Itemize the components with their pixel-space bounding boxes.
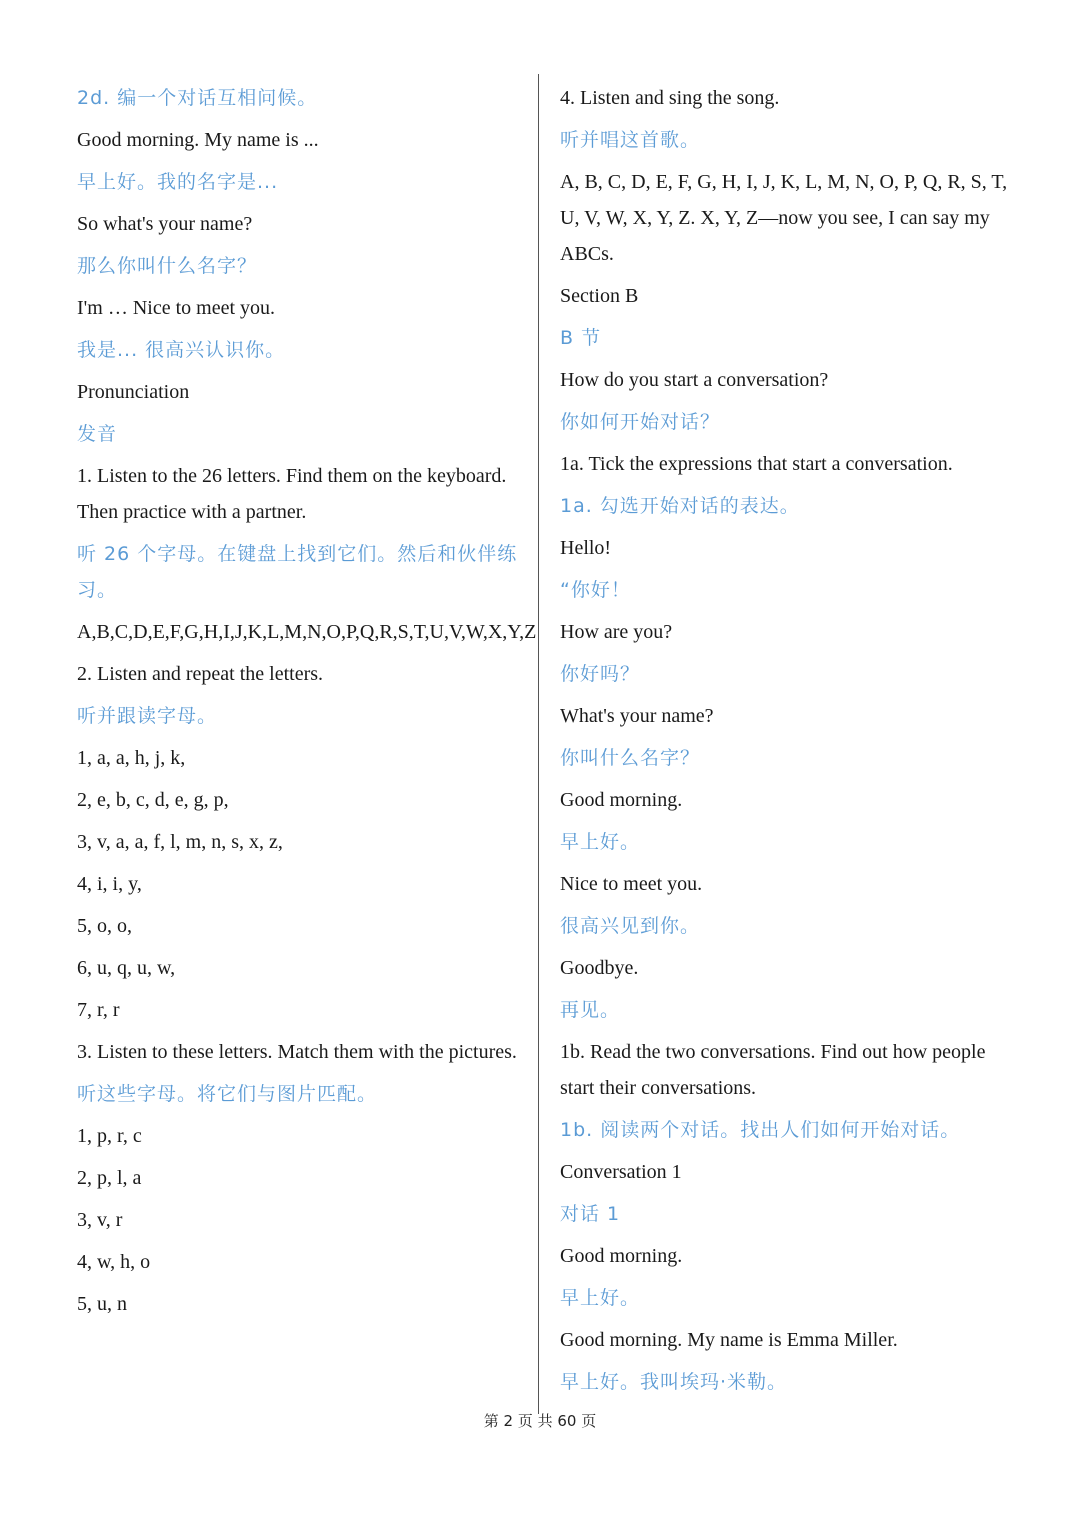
chinese-text-line: 很高兴见到你。	[560, 915, 701, 937]
chinese-text-line: 早上好。	[560, 1287, 641, 1309]
chinese-text-line: 听并跟读字母。	[77, 705, 218, 727]
english-text-line: 1. Listen to the 26 letters. Find them on the keyboard. Then practice with a partner.	[77, 465, 507, 523]
english-text-line: 3. Listen to these letters. Match them with the pictures.	[77, 1041, 517, 1063]
english-text-line: 2. Listen and repeat the letters.	[77, 663, 324, 685]
chinese-text-line: “你好！	[560, 579, 631, 601]
english-text-line: 1a. Tick the expressions that start a conversation.	[560, 453, 953, 475]
chinese-text-line: 2d. 编一个对话互相问候。	[77, 87, 318, 109]
chinese-text-line: 发音	[77, 423, 118, 445]
english-text-line: 2, p, l, a	[77, 1167, 142, 1189]
chinese-text-line: 对话 1	[560, 1203, 621, 1225]
english-text-line: Good morning. My name is Emma Miller.	[560, 1329, 898, 1351]
english-text-line: 2, e, b, c, d, e, g, p,	[77, 789, 229, 811]
english-text-line: Hello!	[560, 537, 612, 559]
chinese-text-line: 1a. 勾选开始对话的表达。	[560, 495, 800, 517]
english-text-line: A, B, C, D, E, F, G, H, I, J, K, L, M, N, O, P, Q, R, S, T, U, V, W, X, Y, Z. X, Y, Z—now you see, I can say my ABCs.	[560, 171, 1008, 265]
chinese-text-line: 早上好。我的名字是...	[77, 171, 279, 193]
english-text-line: So what's your name?	[77, 213, 253, 235]
chinese-text-line: 再见。	[560, 999, 621, 1021]
right-column	[560, 74, 1020, 1406]
english-text-line: Good morning.	[560, 1245, 683, 1267]
english-text-line: 6, u, q, u, w,	[77, 957, 176, 979]
english-text-line: Goodbye.	[560, 957, 639, 979]
english-text-line: 3, v, r	[77, 1209, 123, 1231]
english-text-line: 1b. Read the two conversations. Find out how people start their conversations.	[560, 1041, 986, 1099]
chinese-text-line: 那么你叫什么名字？	[77, 255, 258, 277]
english-text-line: A,B,C,D,E,F,G,H,I,J,K,L,M,N,O,P,Q,R,S,T,U,V,W,X,Y,Z	[77, 621, 537, 643]
chinese-text-line: 听并唱这首歌。	[560, 129, 701, 151]
english-text-line: Nice to meet you.	[560, 873, 703, 895]
chinese-text-line: 早上好。	[560, 831, 641, 853]
column-divider	[538, 74, 539, 1414]
chinese-text-line: B 节	[560, 327, 602, 349]
english-text-line: Pronunciation	[77, 381, 190, 403]
english-text-line: 4, w, h, o	[77, 1251, 151, 1273]
english-text-line: Conversation 1	[560, 1161, 682, 1183]
chinese-text-line: 听这些字母。将它们与图片匹配。	[77, 1083, 378, 1105]
english-text-line: Good morning. My name is ...	[77, 129, 319, 151]
english-text-line: Good morning.	[560, 789, 683, 811]
chinese-text-line: 听 26 个字母。在键盘上找到它们。然后和伙伴练习。	[77, 543, 518, 601]
english-text-line: 4. Listen and sing the song.	[560, 87, 780, 109]
english-text-line: 5, u, n	[77, 1293, 127, 1315]
english-text-line: 1, p, r, c	[77, 1125, 142, 1147]
page-footer: 第 2 页 共 60 页	[483, 1412, 597, 1430]
chinese-text-line: 早上好。我叫埃玛·米勒。	[560, 1371, 788, 1393]
english-text-line: 4, i, i, y,	[77, 873, 142, 895]
chinese-text-line: 你叫什么名字？	[560, 747, 701, 769]
chinese-text-line: 1b. 阅读两个对话。找出人们如何开始对话。	[560, 1119, 961, 1141]
english-text-line: 7, r, r	[77, 999, 120, 1021]
english-text-line: 5, o, o,	[77, 915, 132, 937]
english-text-line: Section B	[560, 285, 639, 307]
chinese-text-line: 我是... 很高兴认识你。	[77, 339, 286, 361]
english-text-line: How are you?	[560, 621, 673, 643]
english-text-line: 1, a, a, h, j, k,	[77, 747, 186, 769]
english-text-line: How do you start a conversation?	[560, 369, 829, 391]
english-text-line: What's your name?	[560, 705, 714, 727]
chinese-text-line: 你好吗？	[560, 663, 641, 685]
english-text-line: 3, v, a, a, f, l, m, n, s, x, z,	[77, 831, 283, 853]
left-column	[77, 74, 537, 1328]
english-text-line: I'm … Nice to meet you.	[77, 297, 275, 319]
chinese-text-line: 你如何开始对话？	[560, 411, 721, 433]
